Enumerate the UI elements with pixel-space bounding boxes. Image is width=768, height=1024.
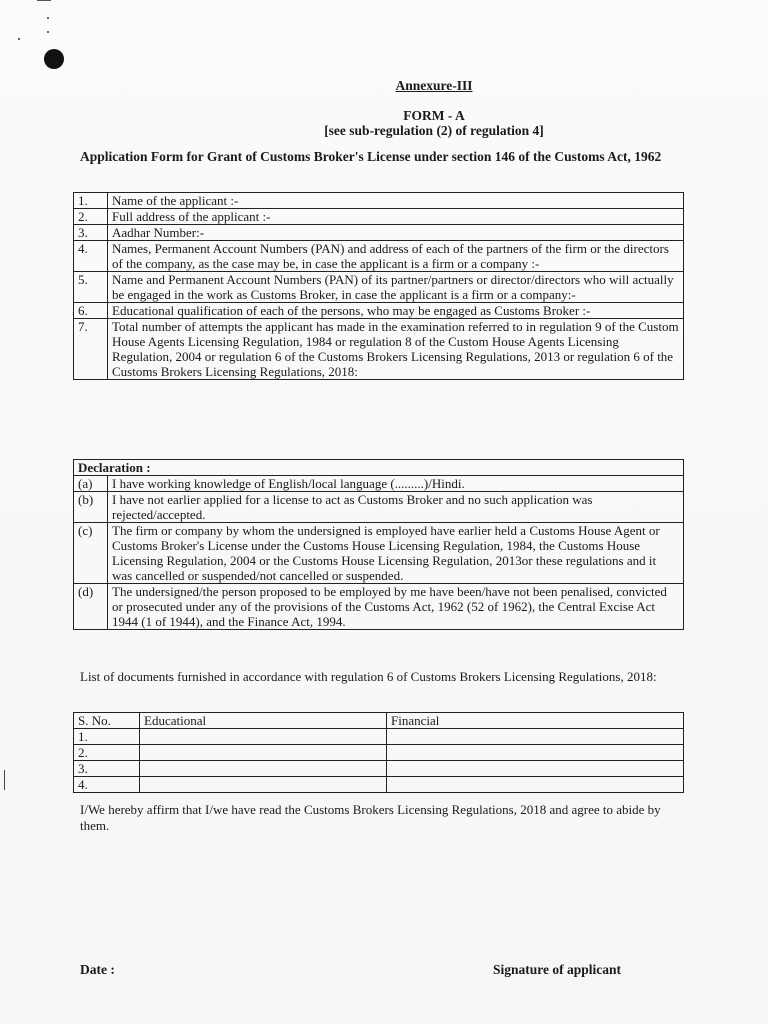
item-number: (b): [74, 492, 108, 523]
application-title: Application Form for Grant of Customs Broker's License under section 146 of the Customs Act, 1962: [80, 149, 662, 164]
item-text[interactable]: Names, Permanent Account Numbers (PAN) and address of each of the partners of the firm or the directors of the company, as the case may be, in case the applicant is a firm or a company :-: [108, 241, 684, 272]
table-row: [74, 729, 684, 745]
affirmation-text: I/We hereby affirm that I/we have read the Customs Brokers Licensing Regulations, 2018 and agree to abide by them.: [80, 802, 661, 833]
item-text[interactable]: Full address of the applicant :-: [108, 209, 684, 225]
table-row: [74, 745, 684, 761]
declaration-text: The undersigned/the person proposed to be employed by me have been/have not been penalised, convicted or prosecuted under any of the provisions of the Customs Act, 1962 (52 of 1962), the Central Excise Act 1944 (1 of 1944), and the Finance Act, 1994.: [108, 584, 684, 630]
table-row: [74, 584, 684, 630]
item-text[interactable]: Aadhar Number:-: [108, 225, 684, 241]
form-subtitle: [see sub-regulation (2) of regulation 4]: [324, 123, 544, 138]
scan-speck: [47, 31, 49, 33]
table-row: [74, 777, 684, 793]
table-row: [74, 523, 684, 584]
column-header: S. No.: [74, 713, 140, 729]
financial-cell[interactable]: [387, 729, 684, 745]
item-text[interactable]: Educational qualification of each of the persons, who may be engaged as Customs Broker :-: [108, 303, 684, 319]
item-number: (d): [74, 584, 108, 630]
table-row: [74, 272, 684, 303]
item-number: (c): [74, 523, 108, 584]
date-label: Date :: [80, 962, 115, 977]
table-row: [74, 241, 684, 272]
form-title: FORM - A: [403, 108, 465, 123]
column-header: Educational: [140, 713, 387, 729]
educational-cell[interactable]: [140, 777, 387, 793]
table-row: [74, 303, 684, 319]
applicant-details-table: [73, 192, 684, 380]
scan-speck: [18, 38, 20, 40]
table-header-row: [74, 713, 684, 729]
item-number: 5.: [74, 272, 108, 303]
annexure-title: Annexure-III: [395, 78, 473, 93]
table-row: [74, 460, 684, 476]
declaration-text: The firm or company by whom the undersigned is employed have earlier held a Customs House Agent or Customs Broker's License under the Customs House Licensing Regulation, 1984, the Customs House Licensing Regulation, 2004 or the Customs House Licensing Regulation, 2013or these regulations and it was cancelled or suspended/not cancelled or suspended.: [108, 523, 684, 584]
row-number: 4.: [74, 777, 140, 793]
item-text[interactable]: Name and Permanent Account Numbers (PAN) of its partner/partners or director/directors who will actually be engaged in the work as Customs Broker, in case the applicant is a firm or a company:-: [108, 272, 684, 303]
item-number: (a): [74, 476, 108, 492]
declaration-heading: Declaration :: [74, 460, 684, 476]
declaration-table: [73, 459, 684, 630]
documents-table: [73, 712, 684, 793]
item-number: 1.: [74, 193, 108, 209]
item-number: 6.: [74, 303, 108, 319]
row-number: 3.: [74, 761, 140, 777]
table-row: [74, 761, 684, 777]
financial-cell[interactable]: [387, 761, 684, 777]
row-number: 2.: [74, 745, 140, 761]
item-number: 2.: [74, 209, 108, 225]
table-row: [74, 225, 684, 241]
scan-mark: [37, 0, 51, 1]
table-row: [74, 193, 684, 209]
table-row: [74, 209, 684, 225]
column-header: Financial: [387, 713, 684, 729]
table-row: [74, 492, 684, 523]
declaration-text: I have not earlier applied for a license to act as Customs Broker and no such application was rejected/accepted.: [108, 492, 684, 523]
documents-intro: List of documents furnished in accordance with regulation 6 of Customs Brokers Licensing Regulations, 2018:: [80, 669, 657, 684]
signature-label: Signature of applicant: [493, 962, 622, 977]
table-row: [74, 319, 684, 380]
declaration-text: I have working knowledge of English/local language (.........)/Hindi.: [108, 476, 684, 492]
scan-punch-hole: [44, 49, 64, 69]
educational-cell[interactable]: [140, 761, 387, 777]
educational-cell[interactable]: [140, 729, 387, 745]
item-number: 3.: [74, 225, 108, 241]
educational-cell[interactable]: [140, 745, 387, 761]
row-number: 1.: [74, 729, 140, 745]
item-text[interactable]: Total number of attempts the applicant has made in the examination referred to in regulation 9 of the Custom House Agents Licensing Regulation, 1984 or regulation 8 of the Custom House Agents Licensing Regulation, 2004 or regulation 6 of the Customs Brokers Licensing Regulations, 2013 or regulation 6 of the Customs Brokers Licensing Regulations, 2018:: [108, 319, 684, 380]
item-text[interactable]: Name of the applicant :-: [108, 193, 684, 209]
financial-cell[interactable]: [387, 777, 684, 793]
table-row: [74, 476, 684, 492]
scan-speck: [47, 17, 49, 19]
financial-cell[interactable]: [387, 745, 684, 761]
scan-mark: [4, 770, 5, 790]
item-number: 4.: [74, 241, 108, 272]
item-number: 7.: [74, 319, 108, 380]
